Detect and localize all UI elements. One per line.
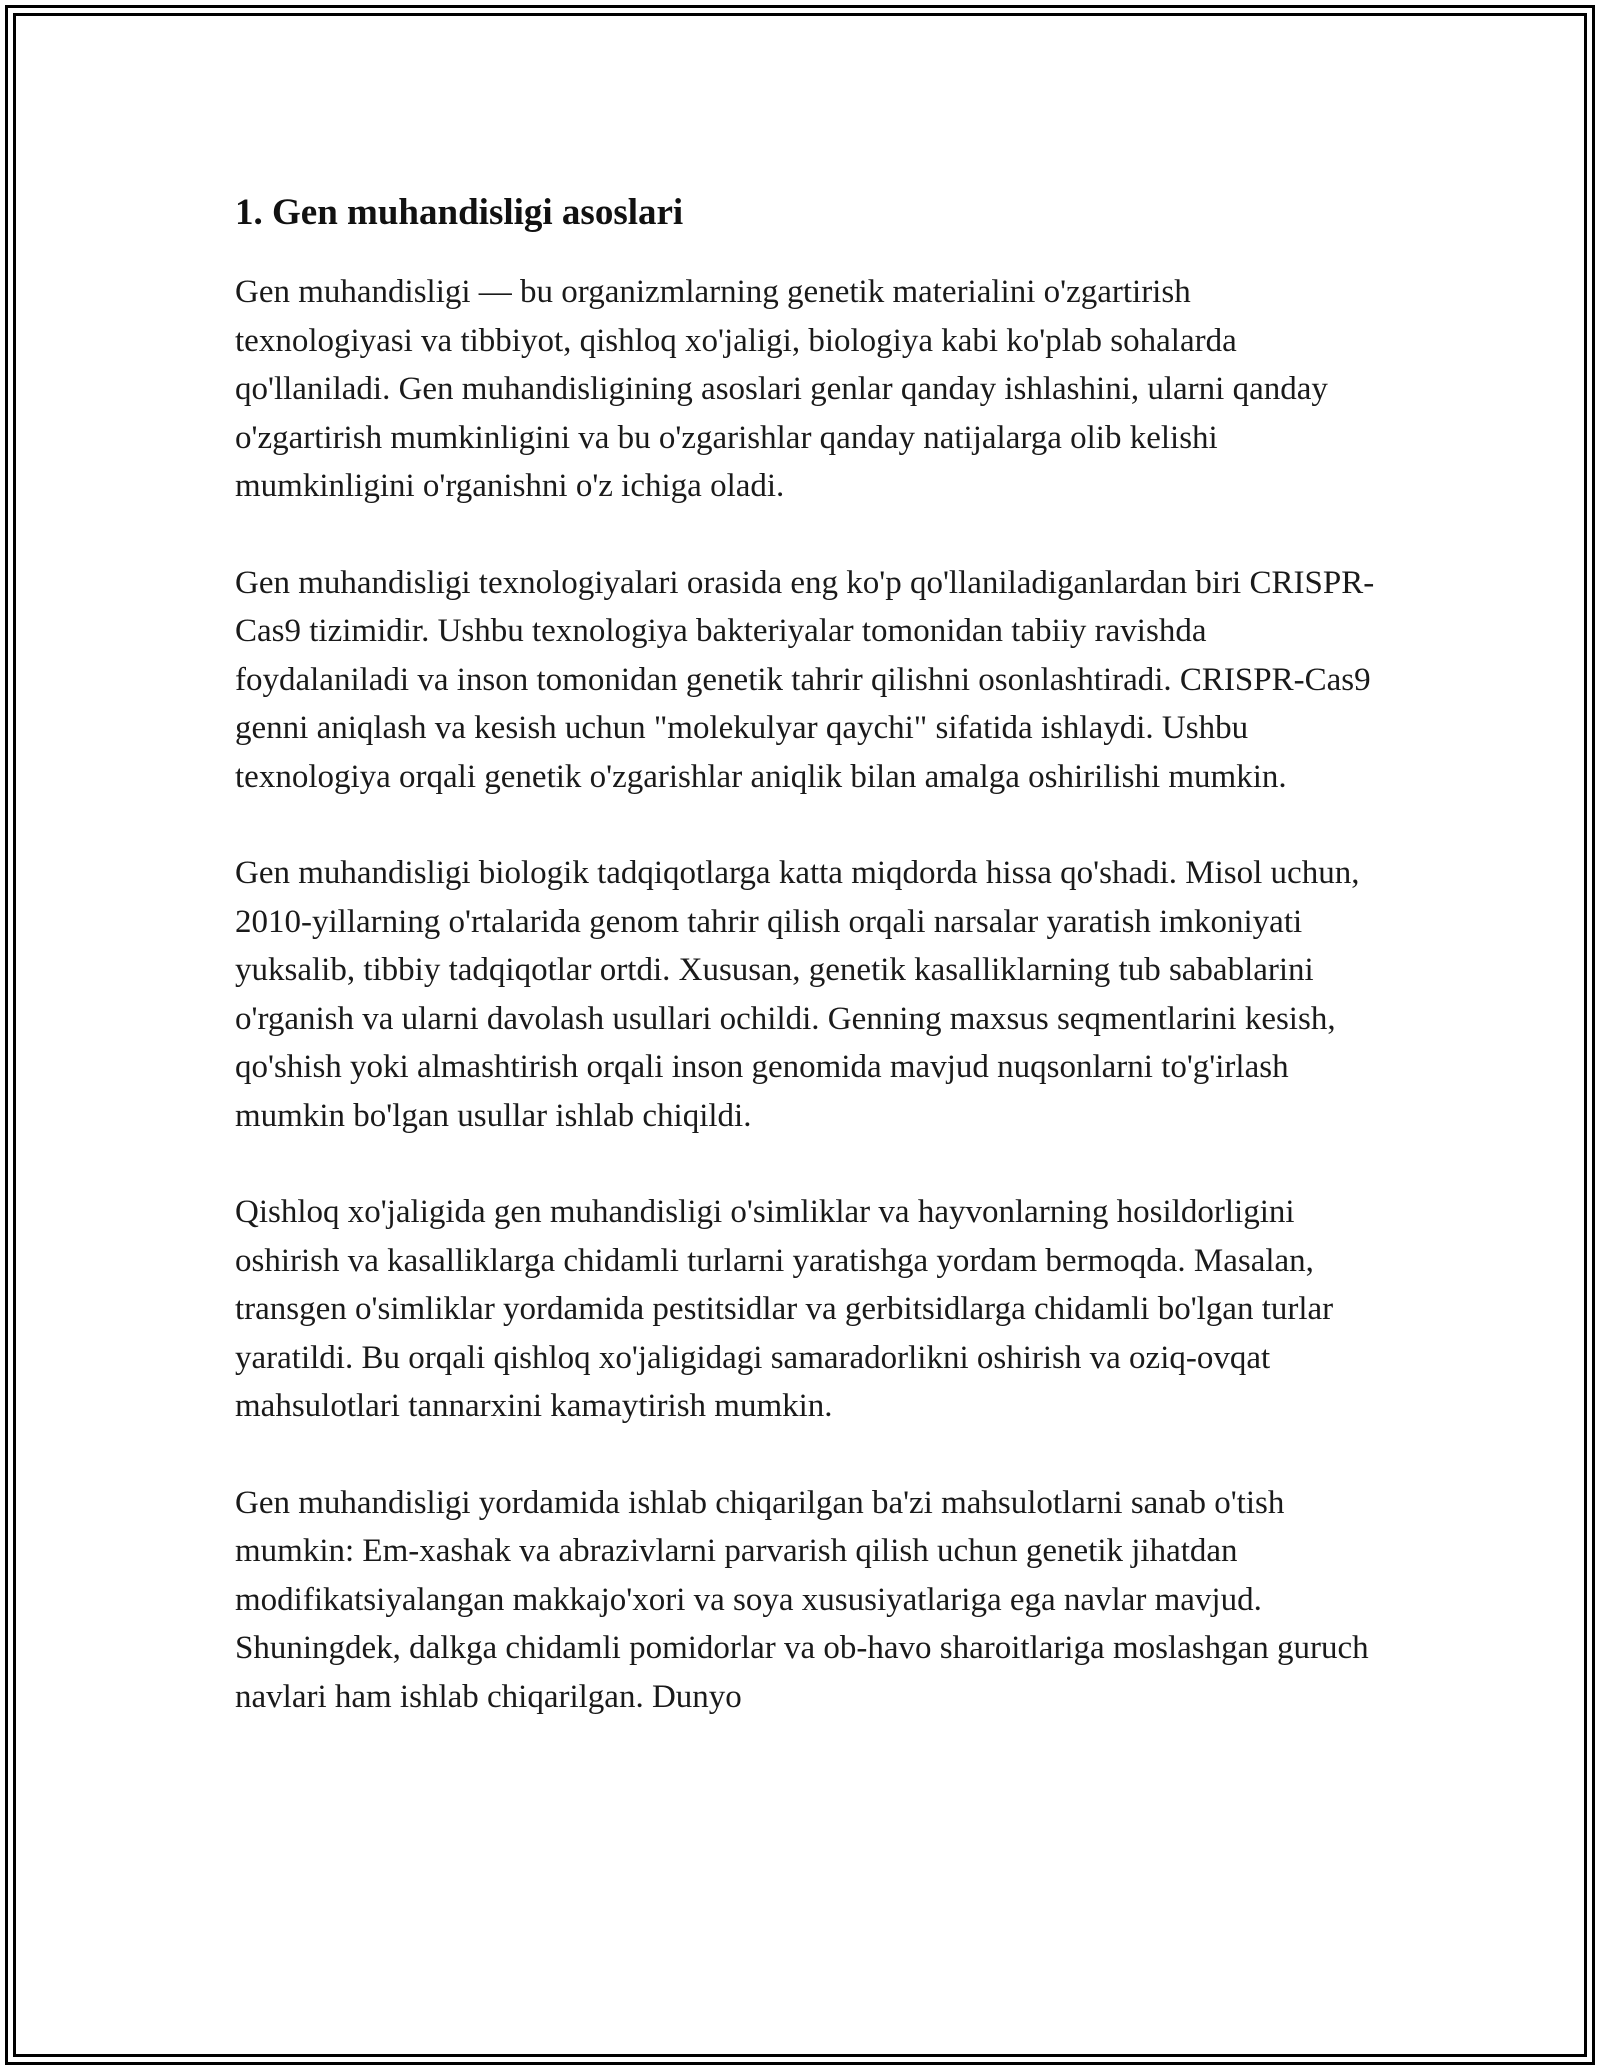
document-body	[235, 178, 1375, 1769]
paragraph-4: Qishloq xo'jaligida gen muhandisligi o'simliklar va hayvonlarning hosildorligini oshirish va kasalliklarga chidamli turlarni yaratishga yordam bermoqda. Masalan, transgen o'simliklar yordamida pestitsidlar va gerbitsidlarga chidamli bo'lgan turlar yaratildi. Bu orqali qishloq xo'jaligidagi samaradorlikni oshirish va oziq-ovqat mahsulotlari tannarxini kamaytirish mumkin.	[235, 1194, 1334, 1424]
paragraph-3: Gen muhandisligi biologik tadqiqotlarga katta miqdorda hissa qo'shadi. Misol uchun, 2010-yillarning o'rtalarida genom tahrir qilish orqali narsalar yaratish imkoniyati yuksalib, tibbiy tadqiqotlar ortdi. Xususan, genetik kasalliklarning tub sabablarini o'rganish va ularni davolash usullari ochildi. Genning maxsus seqmentlarini kesish, qo'shish yoki almashtirish orqali inson genomida mavjud nuqsonlarni to'g'irlash mumkin bo'lgan usullar ishlab chiqildi.	[235, 855, 1360, 1134]
paragraph-2: Gen muhandisligi texnologiyalari orasida eng ko'p qo'llaniladiganlardan biri CRISPR-Cas9 tizimidir. Ushbu texnologiya bakteriyalar tomonidan tabiiy ravishda foydalaniladi va inson tomonidan genetik tahrir qilishni osonlashtiradi. CRISPR-Cas9 genni aniqlash va kesish uchun "molekulyar qaychi" sifatida ishlaydi. Ushbu texnologiya orqali genetik o'zgarishlar aniqlik bilan amalga oshirilishi mumkin.	[235, 564, 1375, 795]
paragraph-5: Gen muhandisligi yordamida ishlab chiqarilgan ba'zi mahsulotlarni sanab o'tish mumkin: Em-xashak va abrazivlarni parvarish qilish uchun genetik jihatdan modifikatsiyalangan makkajo'xori va soya xususiyatlariga ega navlar mavjud. Shuningdek, dalkga chidamli pomidorlar va ob-havo sharoitlariga moslashgan guruch navlari ham ishlab chiqarilgan. Dunyo	[235, 1484, 1369, 1715]
section-heading: 1. Gen muhandisligi asoslari	[235, 192, 684, 233]
paragraph-1: Gen muhandisligi — bu organizmlarning genetik materialini o'zgartirish texnologiyasi va tibbiyot, qishloq xo'jaligi, biologiya kabi ko'plab sohalarda qo'llaniladi. Gen muhandisligining asoslari genlar qanday ishlashini, ularni qanday o'zgartirish mumkinligini va bu o'zgarishlar qanday natijalarga olib kelishi mumkinligini o'rganishni o'z ichiga oladi.	[235, 274, 1328, 504]
